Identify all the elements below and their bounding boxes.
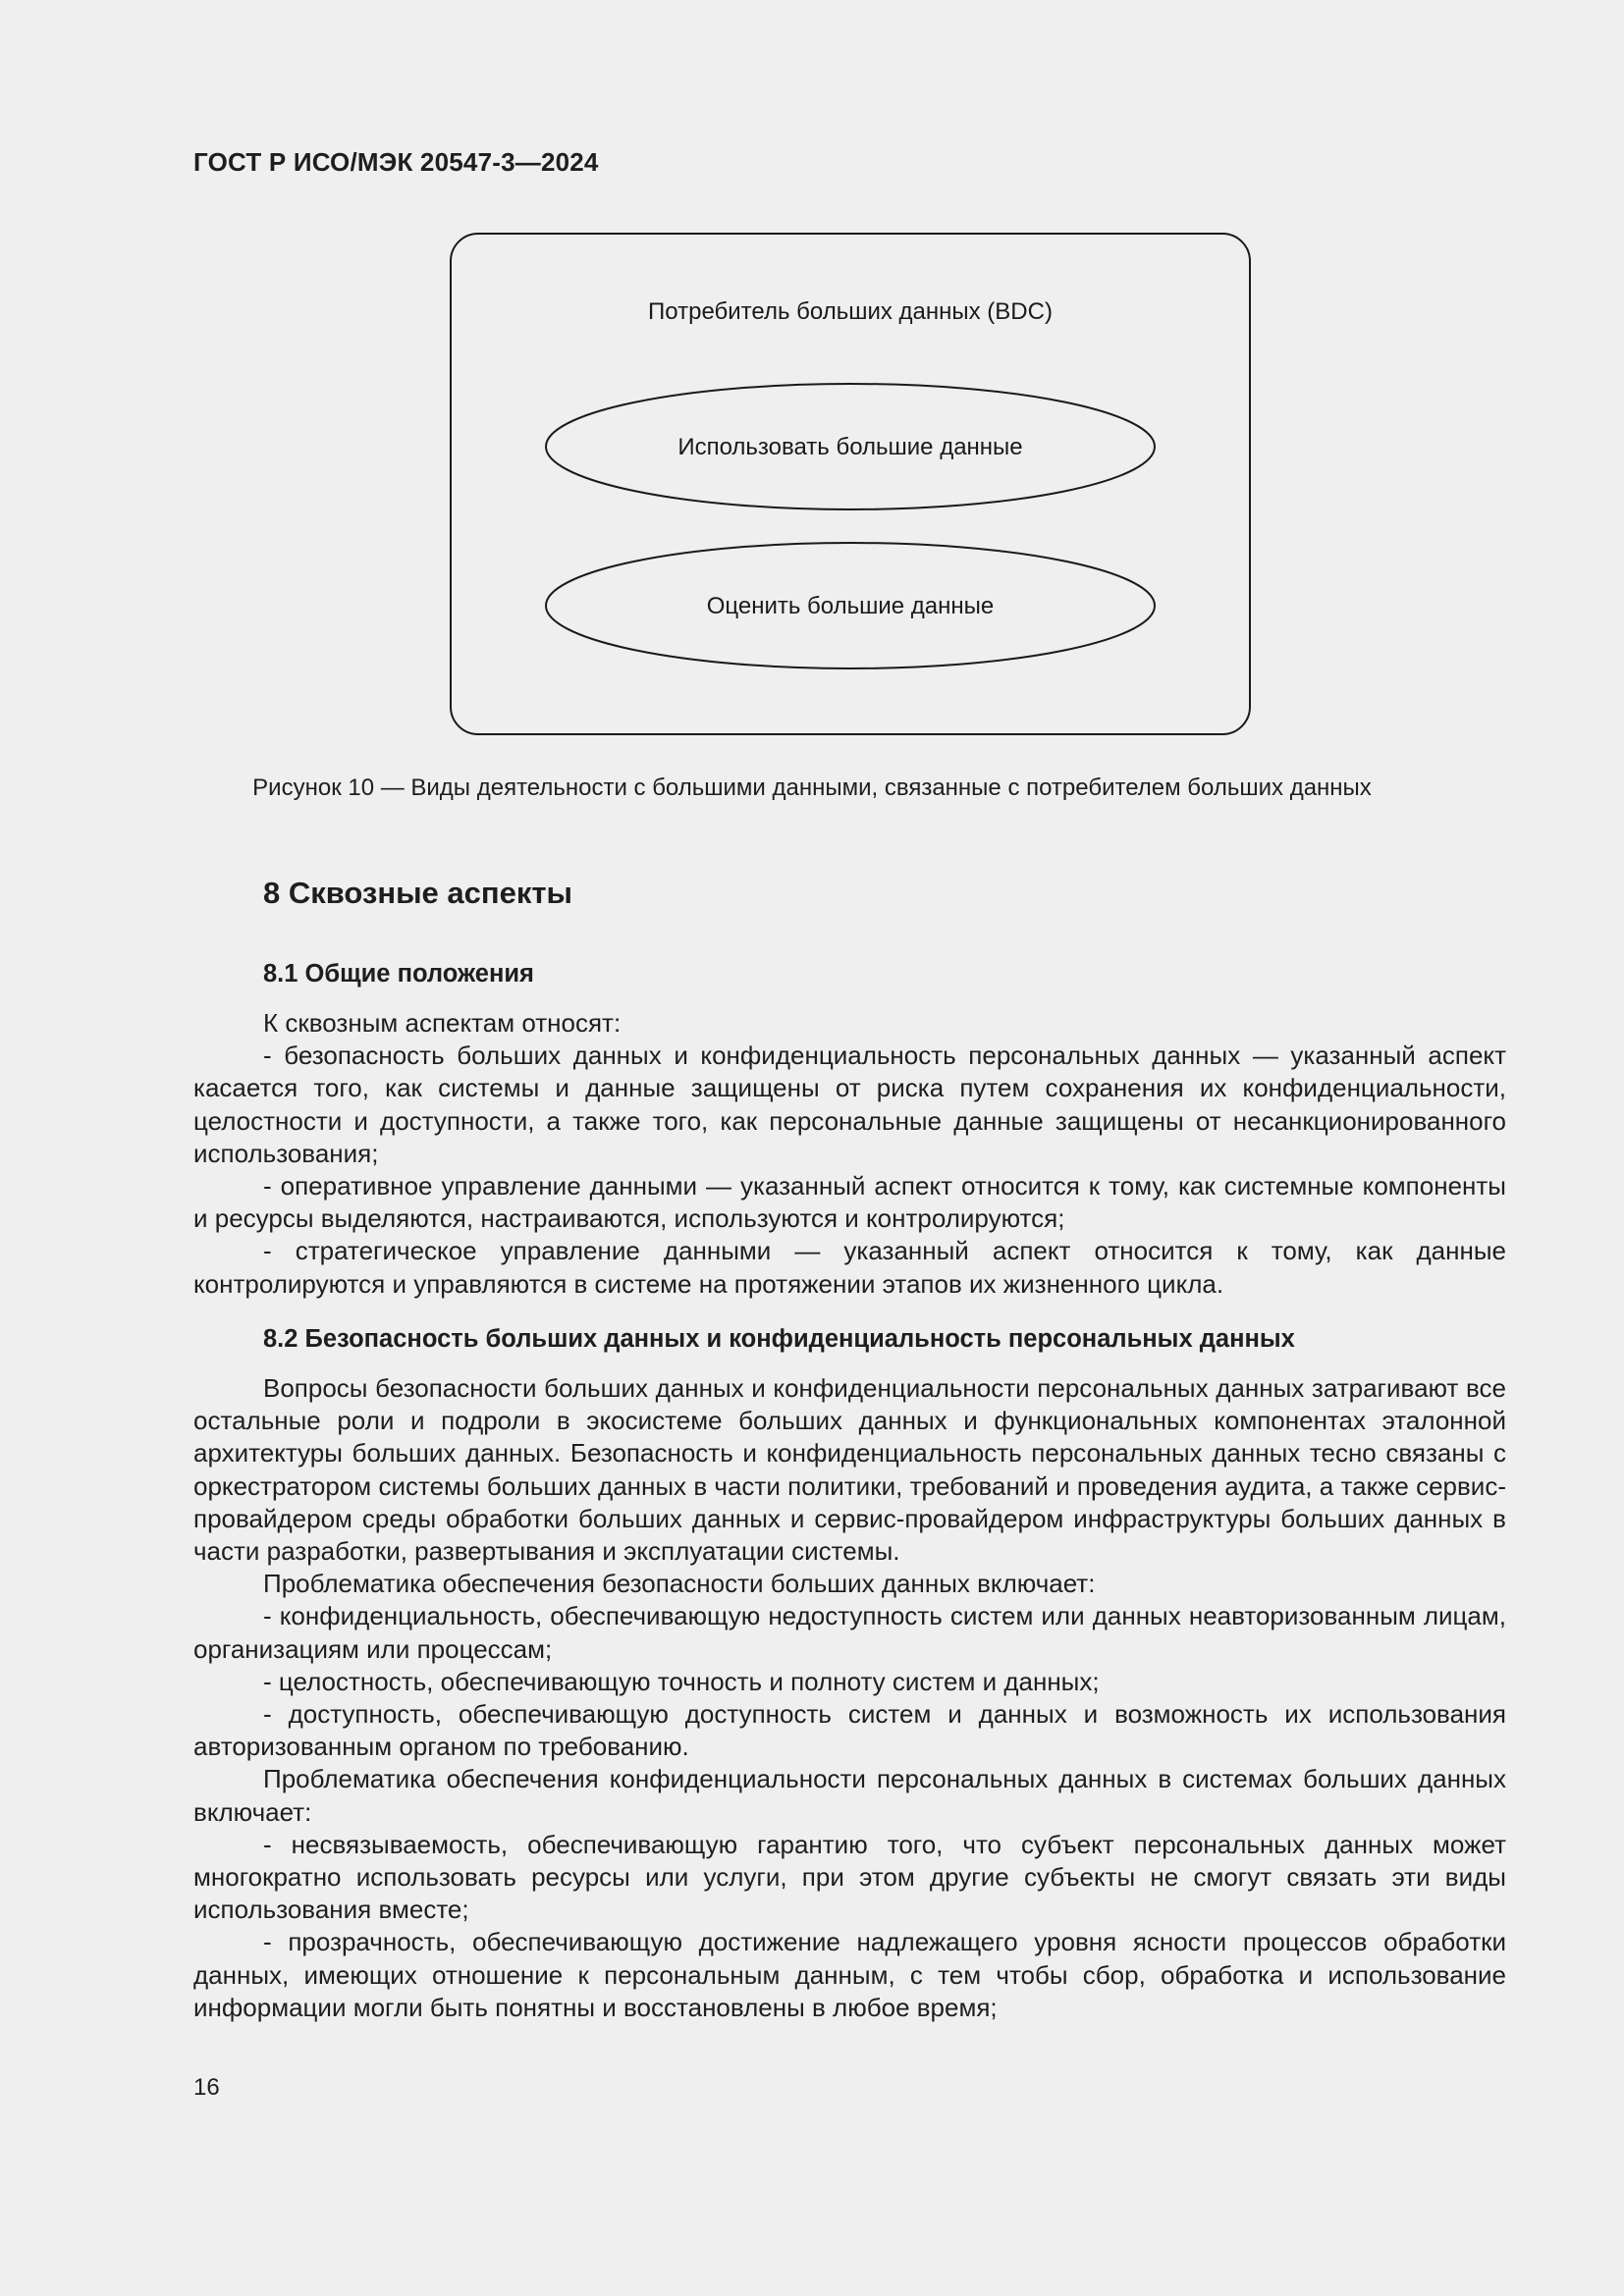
- list-item: - прозрачность, обеспечивающую достижение надлежащего уровня ясности процессов обработки данных, имеющих отношение к персональным данным, с тем чтобы сбор, обработка и использование информации могли быть понятны и восстановлены в любое время;: [193, 1927, 1506, 2022]
- list-item: - оперативное управление данными — указанный аспект относится к тому, как системные компоненты и ресурсы выделяются, настраиваются, используются и контролируются;: [193, 1171, 1506, 1234]
- paragraph: Проблематика обеспечения безопасности больших данных включает:: [263, 1569, 1096, 1599]
- section-8-2-title: 8.2 Безопасность больших данных и конфиденциальность персональных данных: [263, 1325, 1295, 1353]
- activity-ellipse-use-label: Использовать большие данные: [677, 434, 1023, 460]
- figure-caption: Рисунок 10 — Виды деятельности с большими данными, связанные с потребителем больших данных: [252, 774, 1372, 801]
- list-item: - целостность, обеспечивающую точность и полноту систем и данных;: [263, 1666, 1100, 1696]
- paragraph: Вопросы безопасности больших данных и конфиденциальности персональных данных затрагивают все остальные роли и подроли в экосистеме больших данных и функциональных компонентах эталонной архитектуры больших данных. Безопасность и конфиденциальность персональных данных тесно связаны с оркестратором системы больших данных в части политики, требований и проведения аудита, а также сервис-провайдером среды обработки больших данных и сервис-провайдером инфраструктуры больших данных в части разработки, развертывания и эксплуатации системы.: [193, 1373, 1506, 1567]
- section-8-1-body: [193, 1007, 1506, 1301]
- document-header-code: ГОСТ Р ИСО/МЭК 20547-3—2024: [193, 147, 599, 177]
- list-item: - доступность, обеспечивающую доступность систем и данных и возможность их использования авторизованным органом по требованию.: [193, 1699, 1506, 1762]
- paragraph: Проблематика обеспечения конфиденциальности персональных данных в системах больших данных включает:: [193, 1764, 1506, 1827]
- consumer-box-title: Потребитель больших данных (BDC): [648, 298, 1053, 325]
- list-item: - стратегическое управление данными — указанный аспект относится к тому, как данные контролируются и управляются в системе на протяжении этапов их жизненного цикла.: [193, 1236, 1506, 1299]
- activity-ellipse-evaluate-label: Оценить большие данные: [706, 593, 995, 619]
- paragraph: К сквозным аспектам относят:: [263, 1008, 622, 1038]
- section-8-2-body: [193, 1372, 1506, 2024]
- list-item: - конфиденциальность, обеспечивающую недоступность систем или данных неавторизованным лицам, организациям или процессам;: [193, 1601, 1506, 1664]
- section-8-1-title: 8.1 Общие положения: [263, 960, 534, 988]
- figure-10-diagram: [449, 232, 1252, 736]
- list-item: - несвязываемость, обеспечивающую гарантию того, что субъект персональных данных может многократно использовать ресурсы или услуги, при этом другие субъекты не смогут связать эти виды использования вместе;: [193, 1829, 1506, 1925]
- list-item: - безопасность больших данных и конфиденциальность персональных данных — указанный аспект касается того, как системы и данные защищены от риска путем сохранения их конфиденциальности, целостности и доступности, а также того, как персональные данные защищены от несанкционированного использования;: [193, 1041, 1506, 1168]
- section-8-title: 8 Сквозные аспекты: [263, 876, 573, 910]
- diagram-svg: [449, 232, 1252, 736]
- page-number: 16: [193, 2074, 220, 2101]
